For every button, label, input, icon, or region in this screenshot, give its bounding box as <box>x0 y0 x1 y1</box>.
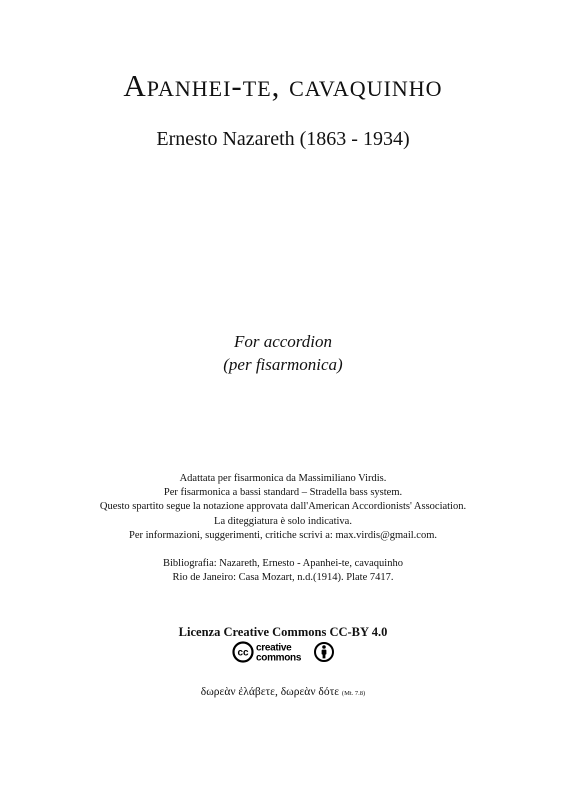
bibliography <box>0 557 566 585</box>
bibliography-line: Bibliografia: Nazareth, Ernesto - Apanhei-te, cavaquinho <box>163 558 403 569</box>
creative-commons-logo <box>232 641 336 663</box>
motto-text: δωρεὰν ἐλάβετε, δωρεὰν δότε <box>200 686 340 698</box>
note-line: Per informazioni, suggerimenti, critiche scrivi a: max.virdis@gmail.com. <box>129 529 437 541</box>
greek-motto <box>0 686 566 698</box>
note-line: Per fisarmonica a bassi standard – Stradella bass system. <box>163 487 403 499</box>
cc-circle-icon <box>234 643 253 662</box>
license-text: Licenza Creative Commons CC-BY 4.0 <box>178 625 388 639</box>
motto-reference: (Mt. 7.8) <box>341 690 366 697</box>
note-line: Adattata per fisarmonica da Massimiliano Virdis. <box>179 473 387 484</box>
cc-mark: cc <box>237 647 249 659</box>
attribution-person-icon <box>315 643 333 661</box>
cc-word-creative: creative <box>256 642 292 654</box>
arrangement-notes <box>0 472 566 543</box>
note-line: Questo spartito segue la notazione approvata dall'American Accordionists' Association. <box>99 501 467 513</box>
cc-word-commons: commons <box>256 652 302 663</box>
instrument-subtitle <box>0 330 566 376</box>
instrument-line-english: For accordion <box>233 332 333 351</box>
bibliography-line: Rio de Janeiro: Casa Mozart, n.d.(1914). Plate 7417. <box>172 572 394 584</box>
composer-name: Ernesto Nazareth (1863 - 1934) <box>156 128 410 150</box>
note-line: La diteggiatura è solo indicativa. <box>214 515 352 527</box>
page-title: Apanhei-te, cavaquinho <box>123 68 443 103</box>
instrument-line-italian: (per fisarmonica) <box>223 355 343 374</box>
